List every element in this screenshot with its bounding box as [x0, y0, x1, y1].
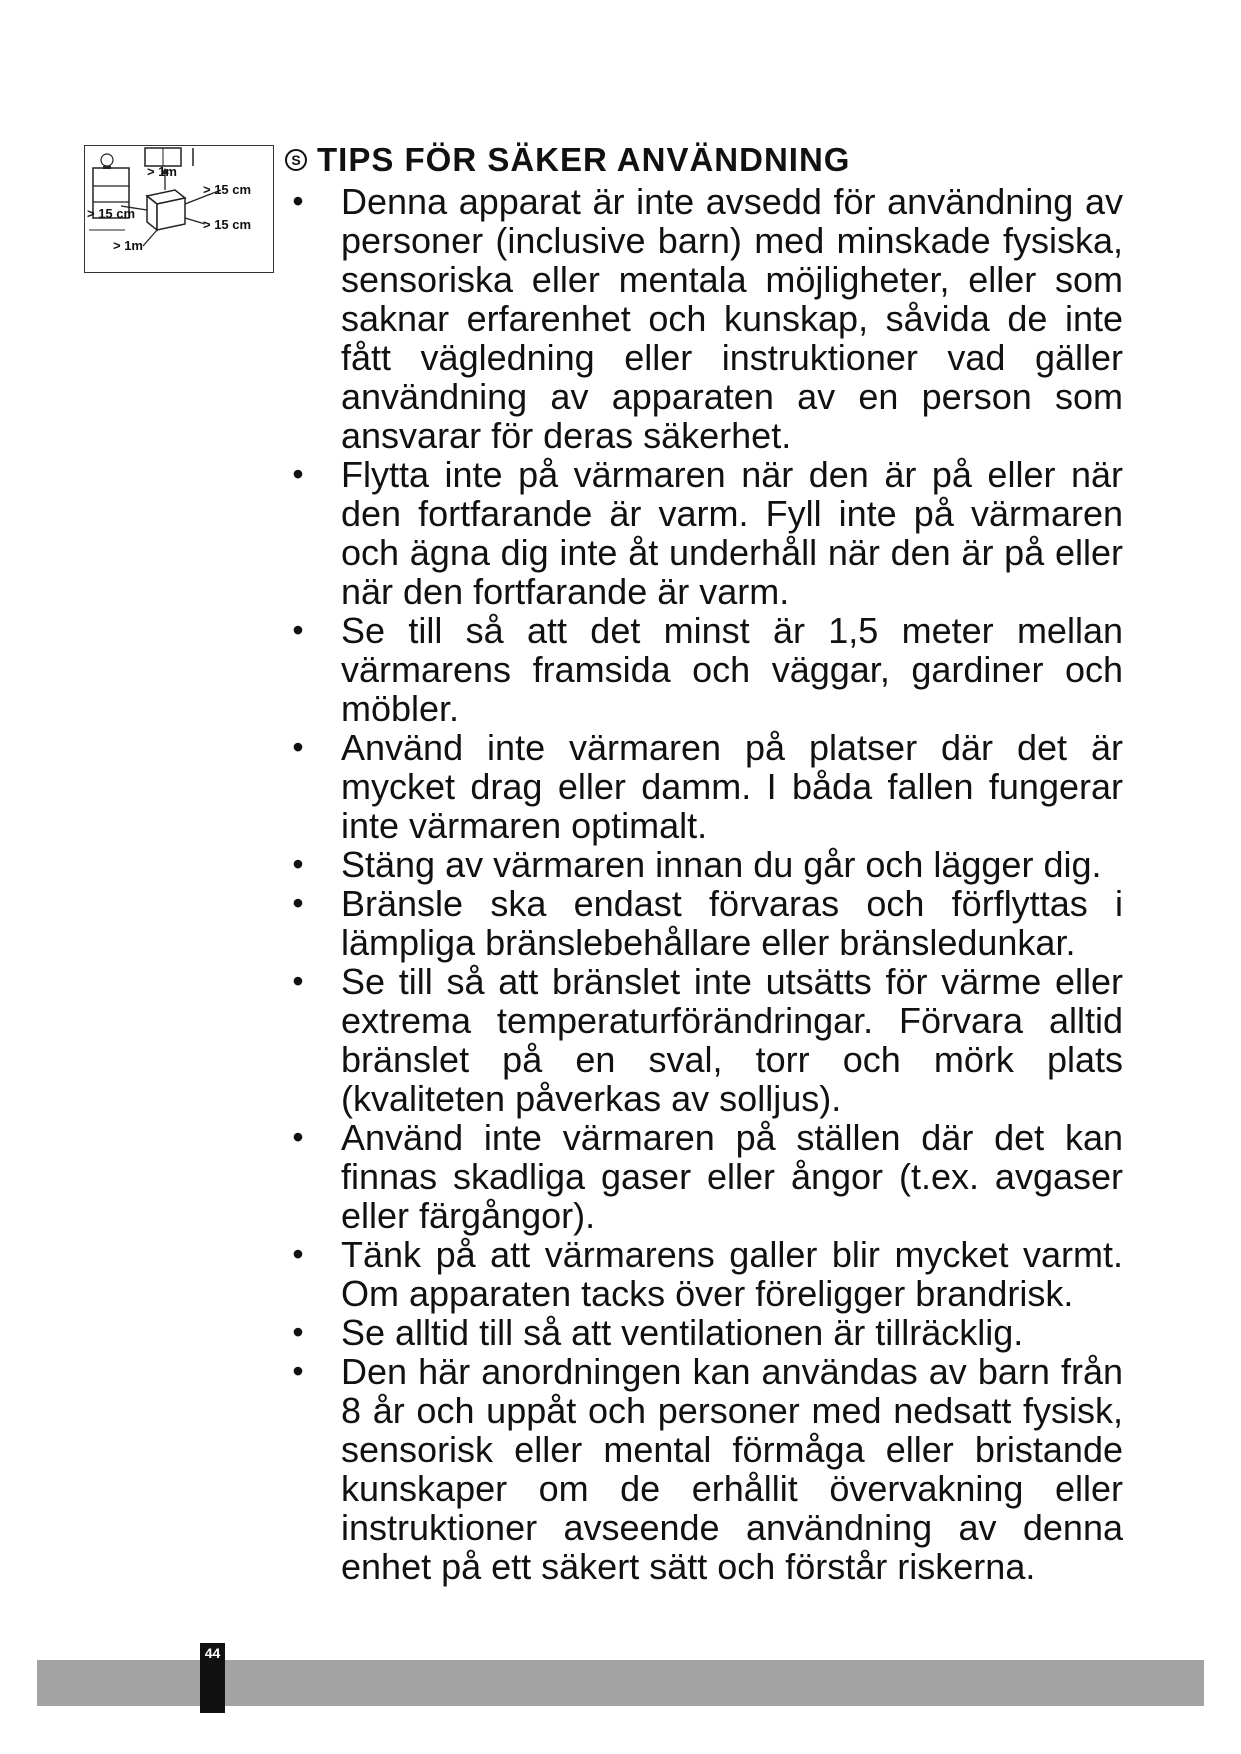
- list-item: [283, 1118, 1123, 1235]
- tip-text: Stäng av värmaren innan du går och lägger dig.: [341, 844, 1102, 885]
- tip-text: Den här anordningen kan användas av barn från 8 år och uppåt och personer med nedsatt fysisk, sensorisk eller mental förmåga eller bristande kunskaper om de erhållit övervakning eller instruktioner avseende användning av denna enhet på ett säkert sätt och förstår riskerna.: [341, 1351, 1123, 1587]
- tip-text: Se till så att det minst är 1,5 meter mellan värmarens framsida och väggar, gardiner och möbler.: [341, 610, 1123, 729]
- label-left-clearance: > 15 cm: [87, 206, 136, 221]
- language-badge: S: [285, 149, 307, 171]
- list-item: [283, 1235, 1123, 1313]
- bullet-icon: •: [292, 1119, 304, 1155]
- label-right-upper-clearance: > 15 cm: [203, 182, 252, 197]
- tip-text: Se till så att bränslet inte utsätts för värme eller extrema temperaturförändringar. Förvara alltid bränslet på en sval, torr och mörk plats (kvaliteten påverkas av solljus).: [341, 961, 1123, 1119]
- list-item: [283, 1313, 1123, 1352]
- section-title: TIPS FÖR SÄKER ANVÄNDNING: [317, 141, 851, 178]
- page-number: 44: [204, 1645, 221, 1661]
- bullet-icon: •: [292, 1314, 304, 1350]
- arrow-down: [143, 230, 157, 246]
- bullet-icon: •: [292, 456, 304, 492]
- tip-text: Använd inte värmaren på platser där det är mycket drag eller damm. I båda fallen fungerar inte värmaren optimalt.: [341, 727, 1123, 846]
- list-item: [283, 962, 1123, 1118]
- bullet-icon: •: [292, 1236, 304, 1272]
- list-item: [283, 884, 1123, 962]
- arrow-right-lower: [185, 218, 205, 224]
- section-heading: [285, 138, 850, 182]
- list-item: [283, 182, 1123, 455]
- tip-text: Denna apparat är inte avsedd för användning av personer (inclusive barn) med minskade fysiska, sensoriska eller mentala möjligheter, eller som saknar erfarenhet och kunskap, såvida de inte fått vägledning eller instruktioner vad gäller användning av apparaten av en person som ansvarar för deras säkerhet.: [341, 181, 1123, 456]
- bullet-icon: •: [292, 963, 304, 999]
- clearance-diagram: [84, 145, 274, 273]
- list-item: [283, 845, 1123, 884]
- safety-tips-list: [283, 182, 1123, 1586]
- tip-text: Flytta inte på värmaren när den är på eller när den fortfarande är varm. Fyll inte på värmaren och ägna dig inte åt underhåll när den är på eller när den fortfarande är varm.: [341, 454, 1123, 612]
- list-item: [283, 611, 1123, 728]
- bullet-icon: •: [292, 729, 304, 765]
- lamp-shape: [101, 154, 113, 166]
- list-item: [283, 728, 1123, 845]
- list-item: [283, 455, 1123, 611]
- bullet-icon: •: [292, 846, 304, 882]
- bullet-icon: •: [292, 612, 304, 648]
- bullet-icon: •: [292, 1353, 304, 1389]
- label-bottom-clearance: > 1m: [113, 238, 143, 253]
- tip-text: Tänk på att värmarens galler blir mycket varmt. Om apparaten tacks över föreligger brandrisk.: [341, 1234, 1123, 1314]
- list-item: [283, 1352, 1123, 1586]
- tip-text: Se alltid till så att ventilationen är tillräcklig.: [341, 1312, 1024, 1353]
- label-right-lower-clearance: > 15 cm: [203, 217, 252, 232]
- page-number-tab: [200, 1643, 225, 1713]
- tip-text: Bränsle ska endast förvaras och förflyttas i lämpliga bränslebehållare eller bränsledunkar.: [341, 883, 1123, 963]
- bullet-icon: •: [292, 183, 304, 219]
- tip-text: Använd inte värmaren på ställen där det kan finnas skadliga gaser eller ångor (t.ex. avgaser eller färgångor).: [341, 1117, 1123, 1236]
- label-top-clearance: > 1m: [147, 164, 177, 179]
- bullet-icon: •: [292, 885, 304, 921]
